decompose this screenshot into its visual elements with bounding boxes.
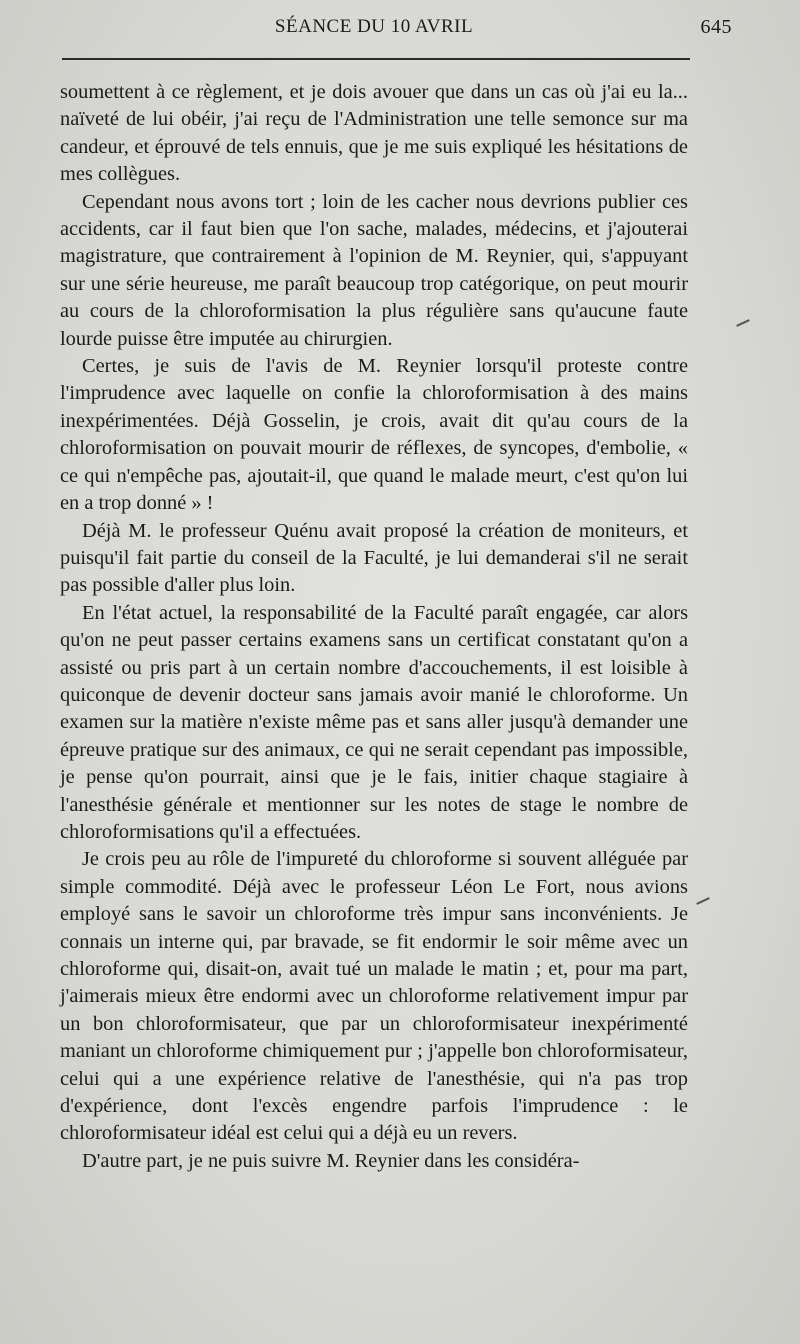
- paragraph-2: Cependant nous avons tort ; loin de les cacher nous devrions publier ces accidents, car il faut bien que l'on sache, malades, médecins, et j'ajouterai magistrature, que contrairement à l'opinion de M. Reynier, qui, s'appuyant sur une série heureuse, me paraît beaucoup trop catégorique, on peut mourir au cours de la chloroformisation la plus régulière sans qu'aucune faute lourde puisse être imputée au chirurgien.: [60, 190, 688, 350]
- paragraph-5: En l'état actuel, la responsabilité de la Faculté paraît engagée, car alors qu'on ne peut passer certains examens sans un certificat constatant qu'on a assisté ou pris part à un certain nombre d'accouchements, il est loisible à quiconque de devenir docteur sans jamais avoir manié le chloroforme. Un examen sur la matière n'existe même pas et sans aller jusqu'à demander une épreuve pratique sur des animaux, ce qui ne serait cependant pas impossible, je pense qu'on pourrait, ainsi que je le fais, initier chaque stagiaire à l'anesthésie générale et mentionner sur les notes de stage le nombre de chloroformisations qu'il a effectuées.: [60, 601, 688, 843]
- paragraph-7: D'autre part, je ne puis suivre M. Reynier dans les considéra-: [82, 1149, 580, 1172]
- running-head-title: SÉANCE DU 10 AVRIL: [274, 16, 474, 37]
- running-head: [60, 16, 732, 46]
- paragraph-1: soumettent à ce règlement, et je dois avouer que dans un cas où j'ai eu la... naïveté de lui obéir, j'ai reçu de l'Administration une telle semonce sur ma candeur, et éprouvé de tels ennuis, que je me suis expliqué les hésitations de mes collègues.: [60, 81, 688, 186]
- body-text: [60, 79, 688, 1175]
- paragraph-4: Déjà M. le professeur Quénu avait proposé la création de moniteurs, et puisqu'il fait partie du conseil de la Faculté, je lui demanderai s'il ne serait pas possible d'aller plus loin.: [60, 519, 688, 597]
- header-rule: [62, 58, 690, 60]
- paragraph-3: Certes, je suis de l'avis de M. Reynier lorsqu'il proteste contre l'imprudence avec laquelle on confie la chloroformisation à des mains inexpérimentées. Déjà Gosselin, je crois, avait dit qu'au cours de la chloroformisation on pouvait mourir de réflexes, de syncopes, d'embolie, « ce qui n'empêche pas, ajoutait-il, que quand le malade meurt, c'est qu'on lui en a trop donné » !: [60, 355, 688, 515]
- margin-mark: [736, 319, 750, 327]
- paragraph-6: Je crois peu au rôle de l'impureté du chloroforme si souvent alléguée par simple commodité. Déjà avec le professeur Léon Le Fort, nous avions employé sans le savoir un chloroforme très impur sans inconvénients. Je connais un interne qui, par bravade, se fit endormir le soir même avec un chloroforme qui, disait-on, avait tué un malade le matin ; et, pour ma part, j'aimerais mieux être endormi avec un chloroforme relativement impur par un bon chloroformisateur, que par un chloroformisateur inexpérimenté maniant un chloroforme chimiquement pur ; j'appelle bon chloroformisateur, celui qui a une expérience relative de l'anesthésie, qui n'a pas trop d'expérience, dont l'excès engendre parfois l'imprudence : le chloroformisateur idéal est celui qui a déjà eu un revers.: [60, 848, 688, 1145]
- margin-mark: [696, 897, 710, 905]
- page-number: 645: [700, 16, 732, 38]
